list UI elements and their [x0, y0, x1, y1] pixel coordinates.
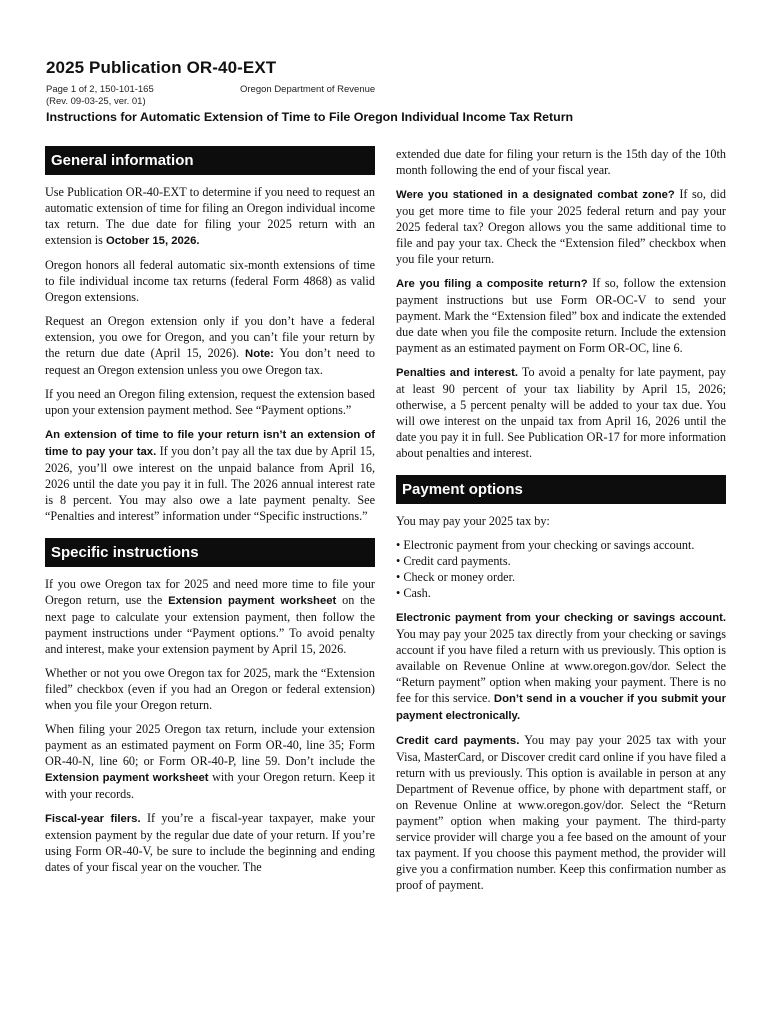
department-name: Oregon Department of Revenue: [240, 84, 376, 95]
general-paragraph-3: Request an Oregon extension only if you don’t have a federal extension, you owe for Oregon, and you can’t file your return by the return due date (April 15, 2026). Note: You don’t need to request an Oregon extension unless you owe Oregon tax.: [45, 314, 376, 377]
general-paragraph-4: If you need an Oregon filing extension, request the extension based upon your extension payment method. See “Payment options.”: [45, 387, 375, 417]
specific-paragraph-1: If you owe Oregon tax for 2025 and need more time to file your Oregon return, use the Extension payment worksheet on the next page to calculate your extension payment, then follow the payment instructions under “Payment options.” To avoid penalty and interest, make your extension payment by April 15, 2026.: [45, 577, 375, 656]
payment-methods-list: [396, 537, 726, 601]
publication-title: 2025 Publication OR-40-EXT: [46, 58, 277, 77]
fiscal-year-lead: Fiscal-year filers.: [45, 813, 141, 825]
composite-return-paragraph: Are you filing a composite return? If so, follow the extension payment instructions but use Form OR-OC-V to send your payment. Mark the “Extension filed” box and indicate the extended due date when you file the composite return. Include the extension payment as an estimated payment on Form OR-OC, line 6.: [396, 276, 726, 355]
fiscal-year-paragraph: Fiscal-year filers. If you’re a fiscal-year taxpayer, make your extension payment by the regular due date of your return. If you’re using Form OR-40-V, be sure to include the beginning and ending dates of your fiscal year on the voucher. The: [45, 811, 375, 874]
penalties-paragraph: Penalties and interest. To avoid a penalty for late payment, pay at least 90 percent of your tax liability by April 15, 2026; otherwise, a 5 percent penalty will be added to your tax due. You will owe interest on the unpaid tax from April 16, 2026 until the date you pay it in full. See Publication OR-17 for more information about penalties and interest.: [396, 365, 726, 460]
list-item: • Cash.: [396, 585, 726, 601]
list-item: • Check or money order.: [396, 569, 726, 585]
general-paragraph-5: An extension of time to file your return isn’t an extension of time to pay your tax. If you don’t pay all the tax due by April 15, 2026, you’ll owe interest on the unpaid balance from April 16, 2026 until the date you pay it in full. The 2026 annual interest rate is 8 percent. You may also owe a late payment penalty. See “Penalties and interest” information under “Specific instructions.”: [45, 429, 375, 523]
electronic-payment-lead: Electronic payment from your checking or savings account.: [396, 612, 726, 624]
worksheet-bold-2: Extension payment worksheet: [45, 772, 209, 784]
specific-paragraph-2: Whether or not you owe Oregon tax for 2025, mark the “Extension filed” checkbox (even if you had an Oregon or federal extension) when you file your Oregon return.: [45, 666, 375, 712]
fiscal-year-continued: extended due date for filing your return is the 15th day of the 10th month following the end of your fiscal year.: [396, 147, 726, 177]
penalties-lead: Penalties and interest.: [396, 367, 519, 379]
electronic-payment-paragraph: Electronic payment from your checking or savings account. You may pay your 2025 tax directly from your checking or savings account if you have filed a return with us previously. This option is available on Revenue Online at www.oregon.gov/dor. Select the “Return payment” option when making your payment. There is no fee for this service. Don’t send in a voucher if you submit your payment electronically.: [396, 612, 726, 722]
no-voucher-bold: Don’t send in a voucher if you submit your payment electronically.: [396, 693, 726, 722]
general-paragraph-2: Oregon honors all federal automatic six-month extensions of time to file individual income tax returns (federal Form 4868) as valid Oregon extensions.: [45, 258, 375, 304]
revision-info: (Rev. 09-03-25, ver. 01): [46, 96, 146, 107]
right-column: [396, 146, 726, 901]
payment-intro: You may pay your 2025 tax by:: [396, 514, 550, 528]
composite-return-lead: Are you filing a composite return?: [396, 278, 588, 290]
combat-zone-paragraph: Were you stationed in a designated combat zone? If so, did you get more time to file your 2025 federal return and pay your 2025 federal tax? Oregon allows you the same additional time to file and pay your tax. Check the “Extension filed” checkbox when you file your return.: [396, 187, 727, 266]
list-item: • Credit card payments.: [396, 553, 726, 569]
credit-card-paragraph: Credit card payments. You may pay your 2025 tax with your Visa, MasterCard, or Discover credit card online if you have filed a return with us previously. This option is available in person at any Department of Revenue office, by phone with department staff, or on Revenue Online at www.oregon.gov/dor. Select the “Return payment” option when making your payment. The third-party service provider will charge you a fee based on the amount of your tax payment. If you choose this payment method, the provider will give you a confirmation number. Keep this confirmation number as proof of payment.: [396, 733, 727, 892]
list-item: • Electronic payment from your checking or savings account.: [396, 537, 726, 553]
combat-zone-lead: Were you stationed in a designated combat zone?: [396, 189, 675, 201]
extension-lead: An extension of time to file your return isn’t an extension of time to pay your tax.: [45, 429, 375, 458]
specific-paragraph-3: When filing your 2025 Oregon tax return, include your extension payment as an estimated payment on Form OR-40, line 35; Form OR-40-N, line 60; or Form OR-40-P, line 59. Don’t include the Extension payment worksheet with your Oregon return. Keep it with your records.: [45, 722, 375, 801]
specific-instructions-heading: Specific instructions: [45, 538, 375, 567]
general-information-heading: General information: [45, 146, 375, 175]
left-column: [45, 146, 375, 883]
payment-options-heading: Payment options: [396, 475, 726, 504]
note-label: Note:: [245, 348, 274, 360]
general-paragraph-1: Use Publication OR-40-EXT to determine if you need to request an automatic extension of time for filing an Oregon individual income tax return. The due date for filing your 2025 return with an extension is October 15, 2026.: [45, 185, 375, 247]
page-info: Page 1 of 2, 150-101-165: [46, 84, 154, 95]
credit-card-lead: Credit card payments.: [396, 735, 520, 747]
worksheet-bold: Extension payment worksheet: [168, 595, 337, 607]
due-date-bold: October 15, 2026.: [105, 235, 200, 247]
document-subtitle: Instructions for Automatic Extension of Time to File Oregon Individual Income Tax Return: [46, 110, 574, 124]
